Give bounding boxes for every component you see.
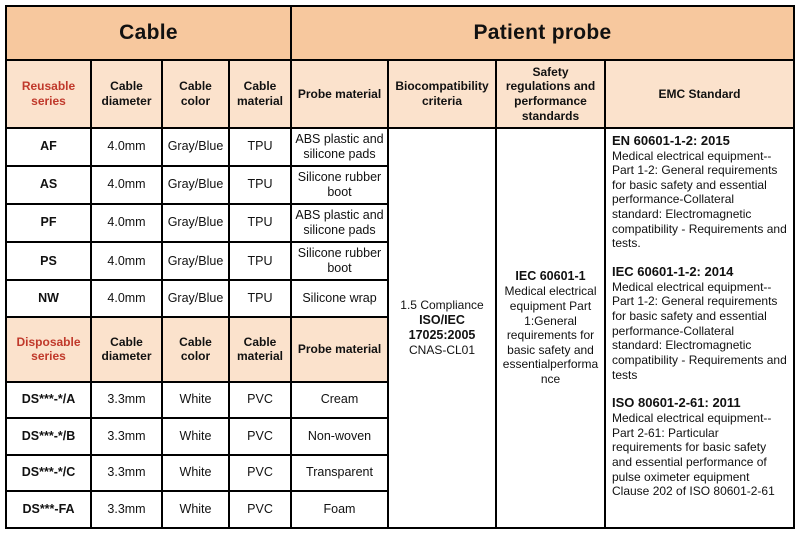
diameter-cell: 4.0mm	[91, 280, 162, 317]
color-cell: Gray/Blue	[162, 128, 229, 166]
diameter-cell: 4.0mm	[91, 242, 162, 280]
material-cell: TPU	[229, 166, 291, 204]
probe-material-cell: Silicone rubber boot	[291, 242, 388, 280]
material-cell: TPU	[229, 280, 291, 317]
color-cell: White	[162, 418, 229, 455]
safety-standard-body: Medical electrical equipment Part 1:General requirements for basic safety and essentialperformance	[502, 284, 599, 387]
colheader-cable-diameter: Cable diameter	[91, 60, 162, 127]
color-cell: White	[162, 455, 229, 492]
series-cell: AF	[6, 128, 91, 166]
color-cell: White	[162, 382, 229, 419]
biocompatibility-cell	[388, 128, 496, 528]
material-cell: TPU	[229, 128, 291, 166]
colheader-cable-color: Cable color	[162, 60, 229, 127]
emc-standard-body: Medical electrical equipment-- Part 1-2: General requirements for basic safety and essential performance-Collateral standard: Electromagnetic compatibility - Requirements and tests.	[612, 148, 787, 251]
diameter-cell: 3.3mm	[91, 491, 162, 528]
section-header-cable: Cable	[6, 6, 291, 60]
emc-standard-title: IEC 60601-1-2: 2014	[612, 263, 734, 279]
biocompatibility-line: ISO/IEC	[419, 312, 465, 327]
probe-material-cell: Silicone rubber boot	[291, 166, 388, 204]
diameter-cell: 4.0mm	[91, 166, 162, 204]
colheader-probe-material: Probe material	[291, 60, 388, 127]
material-cell: PVC	[229, 418, 291, 455]
biocompatibility-line: CNAS-CL01	[408, 343, 476, 358]
series-cell: PS	[6, 242, 91, 280]
material-cell: PVC	[229, 382, 291, 419]
series-cell: NW	[6, 280, 91, 317]
safety-cell	[496, 128, 605, 528]
probe-material-cell: Silicone wrap	[291, 280, 388, 317]
series-cell: DS***-*/A	[6, 382, 91, 419]
color-cell: Gray/Blue	[162, 280, 229, 317]
colheader-cable-material: Cable material	[229, 60, 291, 127]
colheader-biocompatibility: Biocompatibility criteria	[388, 60, 496, 127]
diameter-cell: 4.0mm	[91, 204, 162, 242]
probe-material-cell: Cream	[291, 382, 388, 419]
series-cell: PF	[6, 204, 91, 242]
color-cell: Gray/Blue	[162, 242, 229, 280]
biocompatibility-line: 17025:2005	[408, 327, 476, 342]
emc-standard-block	[612, 133, 787, 251]
section-header-row	[6, 6, 794, 60]
emc-cell	[605, 128, 794, 528]
emc-standard-block	[612, 395, 787, 499]
probe-material-cell: Transparent	[291, 455, 388, 492]
spec-table	[5, 5, 795, 529]
material-cell: PVC	[229, 455, 291, 492]
emc-standard-body: Medical electrical equipment-- Part 1-2: General requirements for basic safety and essential performance-Collateral standard: Electromagnetic compatibility - Requirements and tests	[612, 279, 787, 382]
colheader-probe-material: Probe material	[291, 317, 388, 382]
series-cell: DS***-*/C	[6, 455, 91, 492]
probe-material-cell: Non-woven	[291, 418, 388, 455]
colheader-disposable-series: Disposable series	[6, 317, 91, 382]
colheader-cable-color: Cable color	[162, 317, 229, 382]
colheader-emc-standard: EMC Standard	[605, 60, 794, 127]
series-cell: DS***-FA	[6, 491, 91, 528]
diameter-cell: 3.3mm	[91, 455, 162, 492]
diameter-cell: 4.0mm	[91, 128, 162, 166]
series-cell: AS	[6, 166, 91, 204]
material-cell: PVC	[229, 491, 291, 528]
material-cell: TPU	[229, 242, 291, 280]
color-cell: Gray/Blue	[162, 204, 229, 242]
probe-material-cell: ABS plastic and silicone pads	[291, 128, 388, 166]
emc-standard-body: Medical electrical equipment-- Part 2-61: Particular requirements for basic safety and essential performance of pulse oximeter equipment Clause 202 of ISO 80601-2-61	[612, 411, 775, 499]
emc-standard-title: ISO 80601-2-61: 2011	[612, 395, 741, 411]
emc-standard-title: EN 60601-1-2: 2015	[612, 132, 730, 148]
colheader-safety-regulations: Safety regulations and performance standards	[496, 60, 605, 127]
emc-standard-block	[612, 264, 787, 382]
colheader-reusable-series: Reusable series	[6, 60, 91, 127]
section-header-patient-probe: Patient probe	[291, 6, 794, 60]
color-cell: White	[162, 491, 229, 528]
diameter-cell: 3.3mm	[91, 418, 162, 455]
biocompatibility-line: 1.5 Compliance	[400, 297, 484, 312]
series-cell: DS***-*/B	[6, 418, 91, 455]
diameter-cell: 3.3mm	[91, 382, 162, 419]
probe-material-cell: Foam	[291, 491, 388, 528]
column-header-row	[6, 60, 794, 127]
table-row	[6, 128, 794, 166]
probe-material-cell: ABS plastic and silicone pads	[291, 204, 388, 242]
color-cell: Gray/Blue	[162, 166, 229, 204]
colheader-cable-material: Cable material	[229, 317, 291, 382]
colheader-cable-diameter: Cable diameter	[91, 317, 162, 382]
material-cell: TPU	[229, 204, 291, 242]
safety-standard-title: IEC 60601-1	[515, 269, 586, 284]
